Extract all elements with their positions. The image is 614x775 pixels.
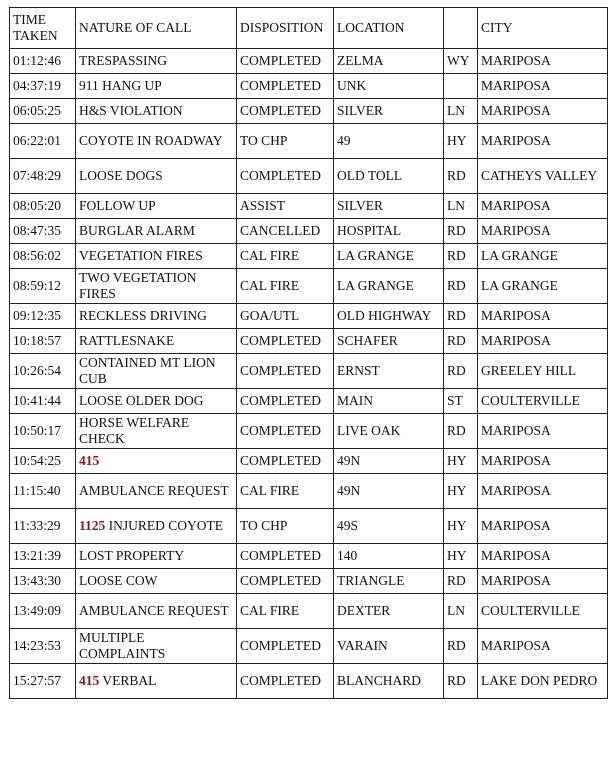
cell-disposition: CANCELLED [237, 219, 334, 244]
table-row [10, 304, 608, 329]
cell-nature [76, 159, 237, 194]
call-nature-text: LOST PROPERTY [79, 548, 185, 563]
cell-suffix: RD [444, 159, 478, 194]
cell-disposition: CAL FIRE [237, 269, 334, 304]
cell-location: 49N [334, 474, 444, 509]
cell-time: 13:49:09 [10, 594, 76, 629]
cell-disposition: CAL FIRE [237, 244, 334, 269]
cell-location: ERNST [334, 354, 444, 389]
call-nature-text: RATTLESNAKE [79, 333, 175, 348]
table-row [10, 269, 608, 304]
call-nature-text: INJURED COYOTE [105, 518, 224, 533]
cell-nature [76, 49, 237, 74]
cell-location: DEXTER [334, 594, 444, 629]
cell-nature [76, 474, 237, 509]
call-code: 1125 [79, 518, 106, 533]
cell-time: 06:05:25 [10, 99, 76, 124]
table-row [10, 509, 608, 544]
cell-city: MARIPOSA [478, 304, 608, 329]
call-nature-text: 911 HANG UP [79, 78, 162, 93]
cell-nature [76, 449, 237, 474]
cell-city: MARIPOSA [478, 219, 608, 244]
cell-time: 10:26:54 [10, 354, 76, 389]
call-nature-text: COYOTE IN ROADWAY [79, 133, 223, 148]
column-header-time: TIME TAKEN [10, 8, 76, 49]
call-nature-text: HORSE WELFARE CHECK [79, 415, 190, 446]
cell-city: MARIPOSA [478, 509, 608, 544]
call-nature-text: H&S VIOLATION [79, 103, 183, 118]
call-code: 415 [79, 453, 100, 468]
cell-nature [76, 594, 237, 629]
cell-city: LA GRANGE [478, 269, 608, 304]
cell-city: GREELEY HILL [478, 354, 608, 389]
table-row [10, 544, 608, 569]
cell-suffix: ST [444, 389, 478, 414]
cell-disposition: COMPLETED [237, 414, 334, 449]
cell-city: CATHEYS VALLEY [478, 159, 608, 194]
cell-nature [76, 414, 237, 449]
call-nature-text: CONTAINED MT LION CUB [79, 355, 216, 386]
table-row [10, 194, 608, 219]
table-row [10, 449, 608, 474]
cell-nature [76, 304, 237, 329]
table-row [10, 569, 608, 594]
cell-time: 11:33:29 [10, 509, 76, 544]
cell-disposition: COMPLETED [237, 389, 334, 414]
cell-location: HOSPITAL [334, 219, 444, 244]
cell-location: UNK [334, 74, 444, 99]
call-nature-text: LOOSE COW [79, 573, 158, 588]
cell-location: SILVER [334, 194, 444, 219]
cell-location: LIVE OAK [334, 414, 444, 449]
cell-location: OLD TOLL [334, 159, 444, 194]
cell-suffix: LN [444, 99, 478, 124]
cell-location: BLANCHARD [334, 664, 444, 699]
cell-city: MARIPOSA [478, 194, 608, 219]
cell-disposition: COMPLETED [237, 569, 334, 594]
cell-time: 06:22:01 [10, 124, 76, 159]
cell-suffix: RD [444, 304, 478, 329]
cell-nature [76, 244, 237, 269]
cell-suffix: RD [444, 569, 478, 594]
cell-nature [76, 569, 237, 594]
cell-suffix: RD [444, 629, 478, 664]
cell-disposition: GOA/UTL [237, 304, 334, 329]
cell-city: MARIPOSA [478, 449, 608, 474]
cell-suffix: HY [444, 124, 478, 159]
cell-suffix: RD [444, 329, 478, 354]
table-row [10, 329, 608, 354]
column-header-city: CITY [478, 8, 608, 49]
cell-nature [76, 74, 237, 99]
cell-suffix [444, 74, 478, 99]
cell-time: 13:21:39 [10, 544, 76, 569]
cell-city: MARIPOSA [478, 124, 608, 159]
cell-location: 140 [334, 544, 444, 569]
cell-suffix: RD [444, 219, 478, 244]
cell-nature [76, 99, 237, 124]
cell-time: 08:05:20 [10, 194, 76, 219]
cell-city: MARIPOSA [478, 629, 608, 664]
cell-nature [76, 124, 237, 159]
cell-suffix: HY [444, 544, 478, 569]
cell-city: MARIPOSA [478, 329, 608, 354]
table-row [10, 354, 608, 389]
call-nature-text: VERBAL [99, 673, 157, 688]
cell-suffix: LN [444, 194, 478, 219]
cell-time: 13:43:30 [10, 569, 76, 594]
cell-location: TRIANGLE [334, 569, 444, 594]
cell-location: 49N [334, 449, 444, 474]
table-row [10, 594, 608, 629]
cell-city: MARIPOSA [478, 99, 608, 124]
cell-nature [76, 329, 237, 354]
cell-disposition: COMPLETED [237, 544, 334, 569]
cell-nature [76, 664, 237, 699]
table-row [10, 474, 608, 509]
table-row [10, 414, 608, 449]
cell-city: COULTERVILLE [478, 594, 608, 629]
cell-disposition: CAL FIRE [237, 474, 334, 509]
cell-suffix: HY [444, 449, 478, 474]
cell-nature [76, 354, 237, 389]
cell-disposition: COMPLETED [237, 449, 334, 474]
table-row [10, 159, 608, 194]
cell-suffix: HY [444, 509, 478, 544]
table-row [10, 389, 608, 414]
column-header-location: LOCATION [334, 8, 444, 49]
cell-location: ZELMA [334, 49, 444, 74]
cell-nature [76, 194, 237, 219]
cell-suffix: RD [444, 354, 478, 389]
table-row [10, 664, 608, 699]
cell-location: SCHAFER [334, 329, 444, 354]
table-row [10, 244, 608, 269]
cell-city: MARIPOSA [478, 544, 608, 569]
cell-nature [76, 219, 237, 244]
cell-disposition: COMPLETED [237, 74, 334, 99]
cell-disposition: COMPLETED [237, 664, 334, 699]
cell-disposition: COMPLETED [237, 354, 334, 389]
cell-suffix: LN [444, 594, 478, 629]
cell-disposition: COMPLETED [237, 49, 334, 74]
column-header-suffix [444, 8, 478, 49]
call-nature-text: TRESPASSING [79, 53, 168, 68]
call-nature-text: MULTIPLE COMPLAINTS [79, 630, 166, 661]
cell-location: LA GRANGE [334, 269, 444, 304]
cell-location: 49S [334, 509, 444, 544]
cell-location: LA GRANGE [334, 244, 444, 269]
cell-city: MARIPOSA [478, 569, 608, 594]
cell-suffix: RD [444, 414, 478, 449]
cell-nature [76, 269, 237, 304]
cell-disposition: ASSIST [237, 194, 334, 219]
call-nature-text: VEGETATION FIRES [79, 248, 203, 263]
cell-city: LAKE DON PEDRO [478, 664, 608, 699]
column-header-nature: NATURE OF CALL [76, 8, 237, 49]
cell-disposition: TO CHP [237, 509, 334, 544]
call-code: 415 [79, 673, 100, 688]
cell-time: 04:37:19 [10, 74, 76, 99]
cell-time: 08:56:02 [10, 244, 76, 269]
cell-time: 09:12:35 [10, 304, 76, 329]
table-row [10, 49, 608, 74]
cell-location: 49 [334, 124, 444, 159]
cell-time: 07:48:29 [10, 159, 76, 194]
call-nature-text: LOOSE DOGS [79, 168, 163, 183]
call-nature-text: RECKLESS DRIVING [79, 308, 207, 323]
cell-disposition: COMPLETED [237, 329, 334, 354]
cell-time: 10:18:57 [10, 329, 76, 354]
cell-time: 01:12:46 [10, 49, 76, 74]
cell-city: LA GRANGE [478, 244, 608, 269]
cell-disposition: TO CHP [237, 124, 334, 159]
header-row [10, 8, 608, 49]
cell-suffix: RD [444, 664, 478, 699]
cell-city: MARIPOSA [478, 474, 608, 509]
column-header-disposition: DISPOSITION [237, 8, 334, 49]
cell-suffix: WY [444, 49, 478, 74]
cell-location: MAIN [334, 389, 444, 414]
cell-nature [76, 509, 237, 544]
cell-disposition: COMPLETED [237, 159, 334, 194]
cell-city: COULTERVILLE [478, 389, 608, 414]
cell-suffix: RD [444, 269, 478, 304]
call-nature-text: BURGLAR ALARM [79, 223, 195, 238]
cell-city: MARIPOSA [478, 414, 608, 449]
cell-time: 10:50:17 [10, 414, 76, 449]
call-nature-text: LOOSE OLDER DOG [79, 393, 204, 408]
cell-time: 15:27:57 [10, 664, 76, 699]
cell-nature [76, 544, 237, 569]
call-log-body [10, 49, 608, 699]
cell-disposition: COMPLETED [237, 629, 334, 664]
table-row [10, 219, 608, 244]
table-row [10, 74, 608, 99]
call-log-table [9, 7, 608, 699]
cell-disposition: COMPLETED [237, 99, 334, 124]
cell-suffix: RD [444, 244, 478, 269]
table-row [10, 629, 608, 664]
call-nature-text: TWO VEGETATION FIRES [79, 270, 197, 301]
call-nature-text: AMBULANCE REQUEST [79, 603, 229, 618]
table-row [10, 124, 608, 159]
call-nature-text: FOLLOW UP [79, 198, 156, 213]
cell-location: OLD HIGHWAY [334, 304, 444, 329]
cell-city: MARIPOSA [478, 74, 608, 99]
cell-suffix: HY [444, 474, 478, 509]
cell-time: 14:23:53 [10, 629, 76, 664]
cell-time: 10:54:25 [10, 449, 76, 474]
cell-time: 11:15:40 [10, 474, 76, 509]
cell-location: VARAIN [334, 629, 444, 664]
cell-nature [76, 629, 237, 664]
cell-time: 08:59:12 [10, 269, 76, 304]
cell-disposition: CAL FIRE [237, 594, 334, 629]
call-nature-text: AMBULANCE REQUEST [79, 483, 229, 498]
cell-city: MARIPOSA [478, 49, 608, 74]
cell-location: SILVER [334, 99, 444, 124]
cell-nature [76, 389, 237, 414]
table-row [10, 99, 608, 124]
cell-time: 10:41:44 [10, 389, 76, 414]
cell-time: 08:47:35 [10, 219, 76, 244]
